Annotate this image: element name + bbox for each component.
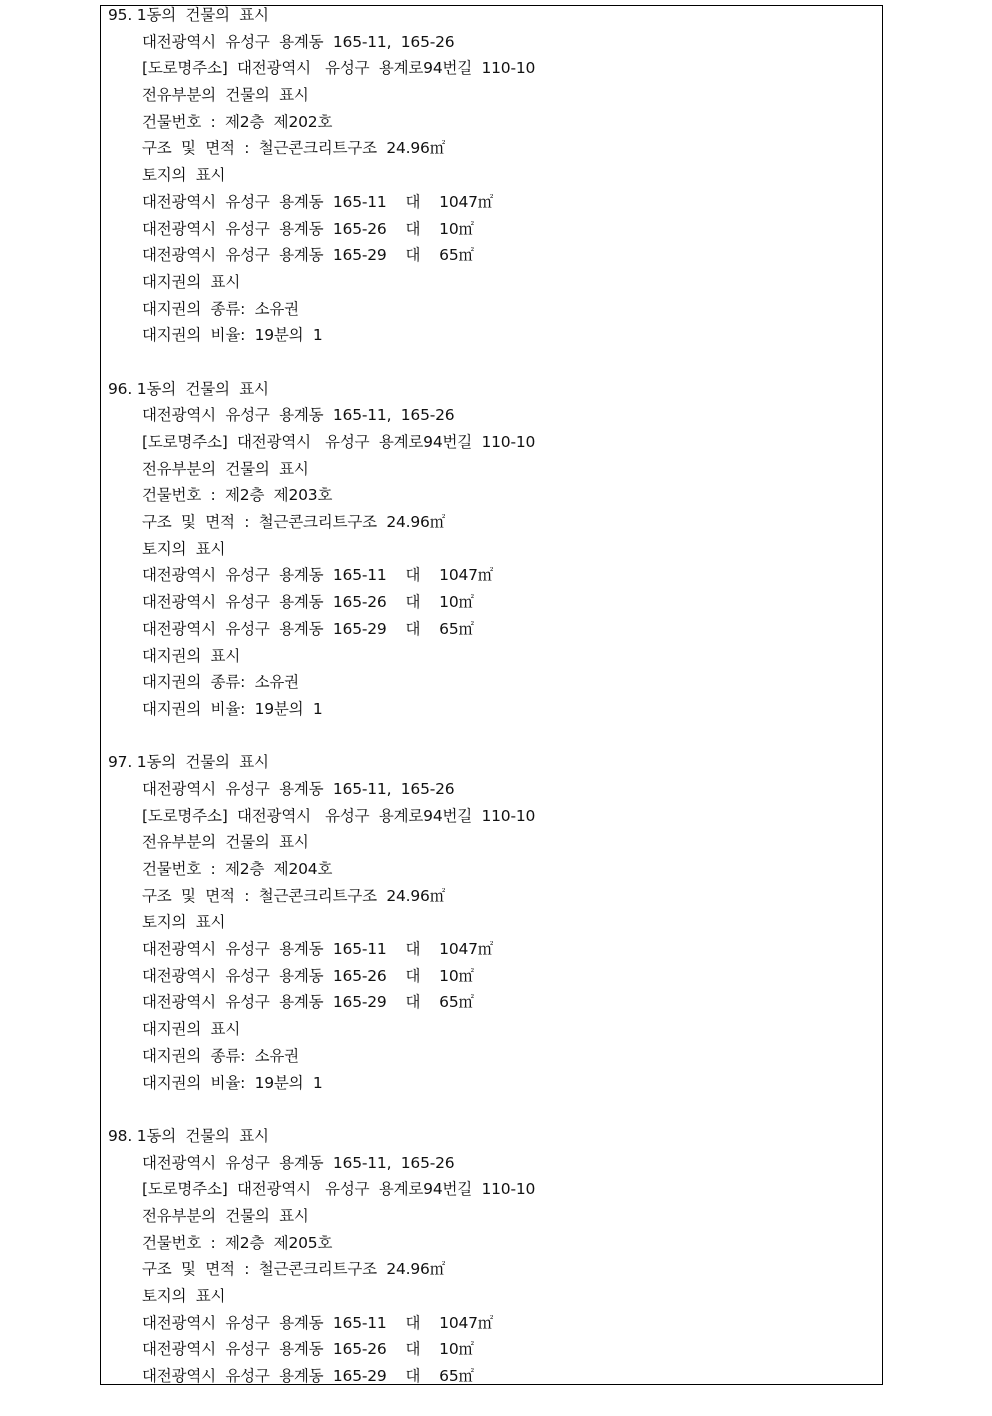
entry-heading: 95. 1동의 건물의 표시 xyxy=(108,6,269,24)
entry-line: 대전광역시 유성구 용계동 165-29 대 65㎡ xyxy=(142,1367,474,1386)
entry-line: 전유부분의 건물의 표시 xyxy=(142,86,309,105)
entry-line: 대지권의 비율: 19분의 1 xyxy=(142,1073,323,1092)
entry-line: 전유부분의 건물의 표시 xyxy=(142,1206,309,1225)
entry-line: 대전광역시 유성구 용계동 165-26 대 10㎡ xyxy=(142,966,474,985)
entry-line: 대전광역시 유성구 용계동 165-26 대 10㎡ xyxy=(142,1340,474,1359)
property-listing xyxy=(108,2,868,1416)
entry-line: 구조 및 면적 : 철근콘크리트구조 24.96㎡ xyxy=(142,886,446,905)
entry-line: 토지의 표시 xyxy=(142,166,226,185)
entry-line: 대전광역시 유성구 용계동 165-29 대 65㎡ xyxy=(142,993,474,1012)
entry-line: 전유부분의 건물의 표시 xyxy=(142,459,309,478)
entry-line: 구조 및 면적 : 철근콘크리트구조 24.96㎡ xyxy=(142,1260,446,1279)
entry-line: 건물번호 : 제2층 제205호 xyxy=(142,1233,333,1252)
entry-line: 대지권의 표시 xyxy=(142,646,241,665)
entry-line: 대지권의 표시 xyxy=(142,272,241,291)
entry-line: 대전광역시 유성구 용계동 165-11, 165-26 xyxy=(142,406,455,425)
entry-line: 대전광역시 유성구 용계동 165-26 대 10㎡ xyxy=(142,593,474,612)
entry-line: 대전광역시 유성구 용계동 165-11, 165-26 xyxy=(142,1153,455,1172)
property-entry xyxy=(108,376,868,723)
entry-line: 구조 및 면적 : 철근콘크리트구조 24.96㎡ xyxy=(142,139,446,158)
entry-line: 대지권의 종류: 소유권 xyxy=(142,673,299,692)
entry-heading: 98. 1동의 건물의 표시 xyxy=(108,1126,269,1145)
entry-line: 대지권의 표시 xyxy=(142,1020,241,1039)
entry-line: 대전광역시 유성구 용계동 165-11, 165-26 xyxy=(142,779,455,798)
entry-heading: 97. 1동의 건물의 표시 xyxy=(108,753,269,772)
entry-line: 토지의 표시 xyxy=(142,1287,226,1305)
entry-line: 대전광역시 유성구 용계동 165-29 대 65㎡ xyxy=(142,619,474,638)
entry-line: 대전광역시 유성구 용계동 165-29 대 65㎡ xyxy=(142,246,474,265)
entry-line: [도로명주소] 대전광역시 유성구 용계로94번길 110-10 xyxy=(142,433,536,451)
entry-line: 건물번호 : 제2층 제204호 xyxy=(142,860,333,878)
entry-line: 대전광역시 유성구 용계동 165-11 대 1047㎡ xyxy=(142,1313,494,1332)
entry-line: 토지의 표시 xyxy=(142,913,226,932)
property-entry xyxy=(108,2,868,349)
entry-line: [도로명주소] 대전광역시 유성구 용계로94번길 110-10 xyxy=(142,806,536,825)
entry-line: 대지권의 종류: 소유권 xyxy=(142,299,299,318)
entry-heading: 96. 1동의 건물의 표시 xyxy=(108,379,269,398)
property-entry xyxy=(108,749,868,1096)
entry-line: [도로명주소] 대전광역시 유성구 용계로94번길 110-10 xyxy=(142,59,536,78)
entry-line: 대전광역시 유성구 용계동 165-11, 165-26 xyxy=(142,32,455,51)
entry-line: 대전광역시 유성구 용계동 165-11 대 1047㎡ xyxy=(142,566,494,585)
property-entry xyxy=(108,1123,868,1390)
entry-line: 대전광역시 유성구 용계동 165-26 대 10㎡ xyxy=(142,219,474,238)
entry-line: 대지권의 종류: 소유권 xyxy=(142,1046,299,1065)
entry-line: 건물번호 : 제2층 제203호 xyxy=(142,486,333,505)
entry-line: 건물번호 : 제2층 제202호 xyxy=(142,112,333,131)
entry-line: 대전광역시 유성구 용계동 165-11 대 1047㎡ xyxy=(142,192,494,211)
entry-line: 구조 및 면적 : 철근콘크리트구조 24.96㎡ xyxy=(142,513,446,532)
entry-line: 대지권의 비율: 19분의 1 xyxy=(142,699,323,718)
entry-line: 대전광역시 유성구 용계동 165-11 대 1047㎡ xyxy=(142,940,494,959)
entry-line: 토지의 표시 xyxy=(142,539,226,558)
entry-line: 대지권의 비율: 19분의 1 xyxy=(142,326,323,345)
entry-line: [도로명주소] 대전광역시 유성구 용계로94번길 110-10 xyxy=(142,1180,536,1199)
entry-line: 전유부분의 건물의 표시 xyxy=(142,833,309,852)
